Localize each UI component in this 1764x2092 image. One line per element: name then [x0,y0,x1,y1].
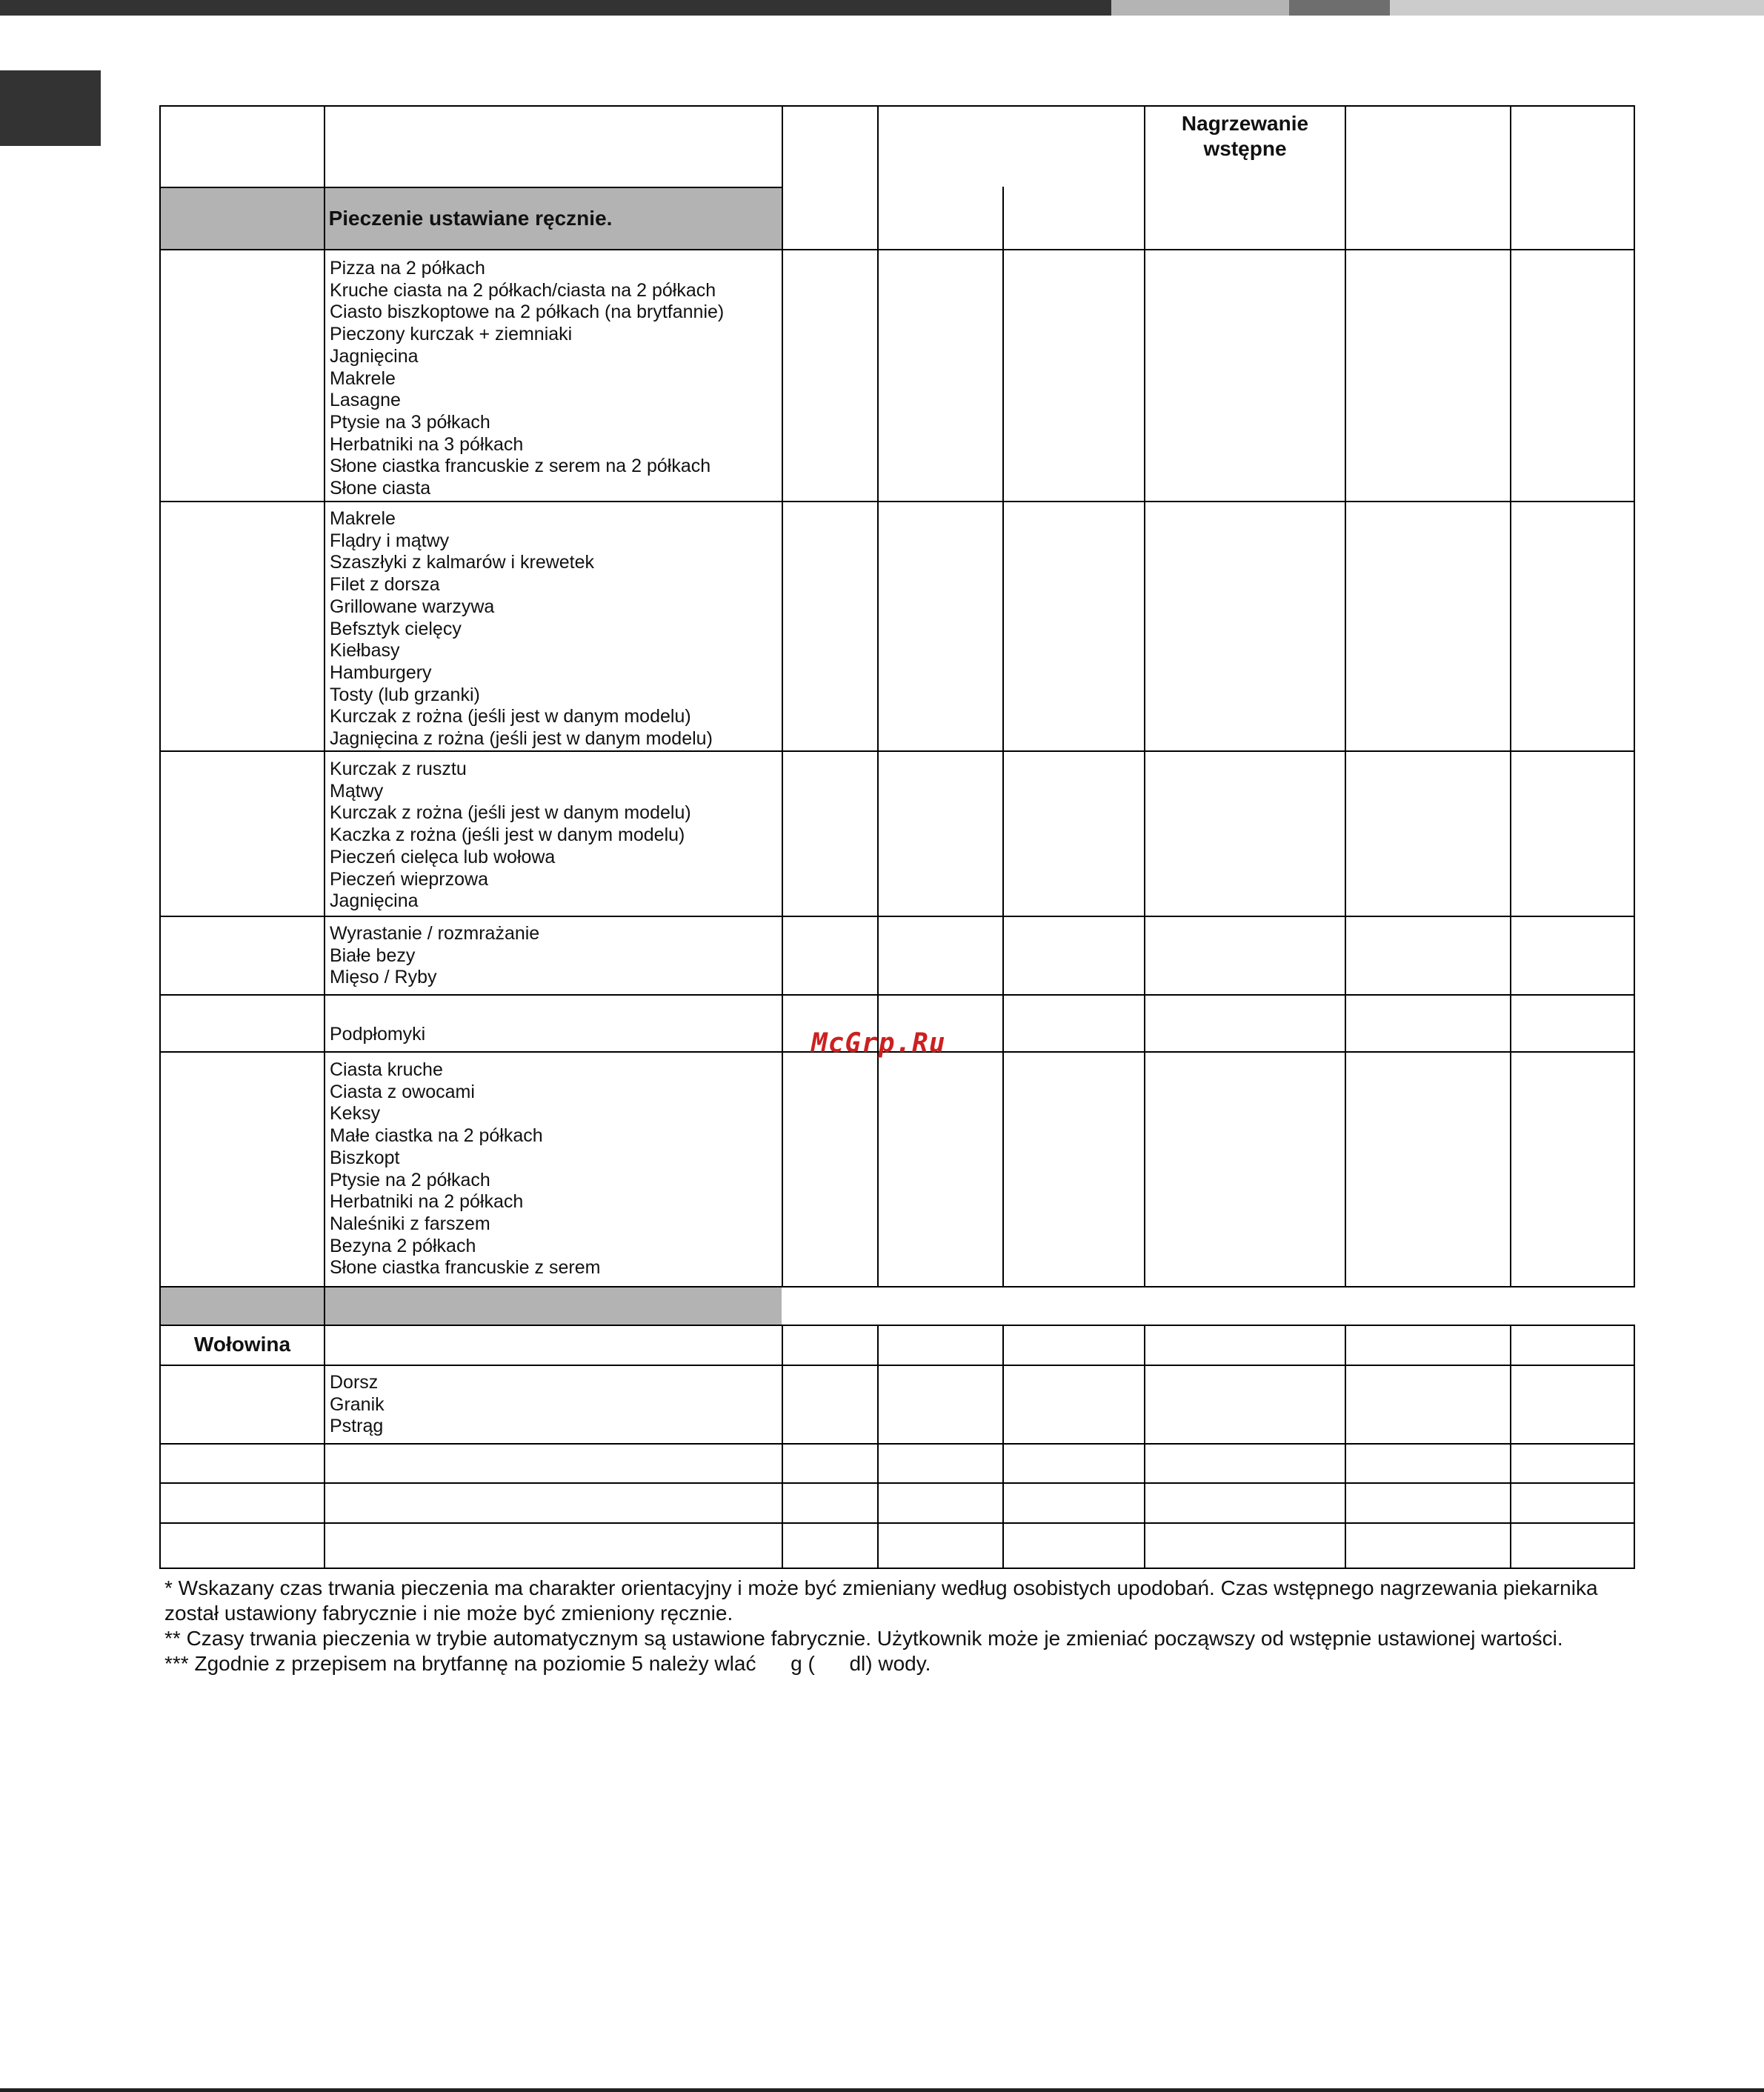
list-item: Befsztyk cielęcy [330,618,462,639]
list-item: Ciasta z owocami [330,1081,475,1102]
recipe-list-pastry [330,1059,600,1279]
grid-line [1345,1325,1346,1569]
list-item: Makrele [330,508,396,529]
grid-line [877,105,879,1286]
grid-line [159,501,1635,502]
bottom-rule [0,2088,1764,2092]
grid-line [324,105,325,1569]
grid-line [159,249,1635,250]
list-item: Słone ciastka francuskie z serem [330,1257,601,1279]
grid-line [159,1365,1635,1366]
auto-beef-label: Wołowina [193,1333,291,1356]
grid-line [159,1325,1635,1326]
grid-line [782,1325,783,1569]
grid-line [159,105,1635,107]
list-item: Podpłomyki [330,1024,426,1045]
list-item: Pizza na 2 półkach [330,258,485,279]
grid-line [1634,105,1635,1286]
manual-section-title: Pieczenie ustawiane ręcznie. [328,207,613,230]
grid-line [159,1568,1635,1569]
grid-line [1510,105,1511,1286]
list-item: Pieczeń wieprzowa [330,868,488,890]
list-item: Hamburgery [330,662,432,683]
list-item: Kiełbasy [330,640,400,662]
grid-line [1144,1325,1145,1569]
list-item: Szaszłyki z kalmarów i krewetek [330,552,595,573]
list-item: Pieczony kurczak + ziemniaki [330,324,573,345]
list-item: Kurczak z rożna (jeśli jest w danym modelu) [330,802,691,824]
list-item: Tosty (lub grzanki) [330,684,480,705]
recipe-list-grill [330,508,713,750]
grid-line [1634,1325,1635,1569]
list-item: Jagnięcina z rożna (jeśli jest w danym modelu) [330,728,713,750]
footnote-3: *** Zgodnie z przepisem na brytfannę na poziomie 5 należy wlać g ( dl) wody. [164,1652,931,1675]
list-item: Kurczak z rożna (jeśli jest w danym modelu) [330,706,691,727]
grid-line [159,1443,1635,1445]
list-item: Mątwy [330,780,384,802]
grid-line [159,1522,1635,1524]
top-bar-light [1111,0,1289,16]
grid-line [782,105,783,1286]
list-item: Ptysie na 2 półkach [330,1169,490,1190]
section-tab-marker [0,70,101,146]
grid-line [1002,187,1004,1286]
grid-line [159,1286,1635,1287]
list-item: Bezyna 2 półkach [330,1235,476,1256]
top-bar-dark [0,0,1111,16]
list-item: Małe ciastka na 2 półkach [330,1125,543,1147]
recipe-list-flatbread [330,1024,425,1046]
list-item: Filet z dorsza [330,574,440,596]
list-item: Mięso / Ryby [330,967,437,988]
grid-line [877,1325,879,1569]
footnote-1: * Wskazany czas trwania pieczenia ma charakter orientacyjny i może być zmieniany według osobistych upodobań. Czas wstępnego nagrzewania piekarnika [164,1576,1598,1599]
grid-line [159,1482,1635,1484]
list-item: Biszkopt [330,1147,400,1168]
footnote-2: ** Czasy trwania pieczenia w trybie automatycznym są ustawione fabrycznie. Użytkownik może je zmieniać począwszy od wstępnie ustawionej wartości. [164,1627,1563,1650]
list-item: Ptysie na 3 półkach [330,411,490,433]
recipe-list-fish [330,1372,385,1438]
list-item: Jagnięcina [330,345,419,367]
list-item: Grillowane warzywa [330,596,495,617]
grid-line [1510,1325,1511,1569]
preheat-header: Nagrzewanie wstępne [1181,112,1309,160]
list-item: Granik [330,1393,385,1415]
list-item: Słone ciasta [330,478,431,499]
list-item: Makrele [330,367,396,389]
recipe-list-defrost [330,923,539,989]
list-item: Herbatniki na 3 półkach [330,433,524,455]
grid-line [1002,1325,1004,1569]
recipe-list-gratin [330,759,691,913]
list-item: Słone ciastka francuskie z serem na 2 półkach [330,456,711,477]
grid-line [159,187,782,188]
list-item: Keksy [330,1103,381,1125]
grid-line [159,916,1635,917]
watermark: McGrp.Ru [811,1028,946,1059]
list-item: Dorsz [330,1372,379,1393]
grid-line [1144,105,1145,1286]
list-item: Flądry i mątwy [330,530,450,551]
footnote-1-cont: został ustawiony fabrycznie i nie może być zmieniony ręcznie. [164,1602,733,1625]
top-bar-mid [1289,0,1390,16]
list-item: Kurczak z rusztu [330,759,467,779]
list-item: Naleśniki z farszem [330,1213,490,1234]
recipe-list-baking [330,258,724,500]
list-item: Wyrastanie / rozmrażanie [330,923,540,944]
list-item: Lasagne [330,390,401,411]
list-item: Ciasto biszkoptowe na 2 półkach (na brytfannie) [330,302,725,323]
grid-line [159,750,1635,752]
list-item: Białe bezy [330,945,416,966]
list-item: Jagnięcina [330,890,419,912]
list-item: Kruche ciasta na 2 półkach/ciasta na 2 półkach [330,279,716,301]
list-item: Kaczka z rożna (jeśli jest w danym modelu) [330,825,685,846]
list-item: Pstrąg [330,1416,384,1437]
list-item: Pieczeń cielęca lub wołowa [330,846,556,867]
grid-line [159,994,1635,996]
top-bar-pale [1390,0,1764,16]
auto-section-bar [159,1286,782,1326]
grid-line [1345,105,1346,1286]
list-item: Ciasta kruche [330,1059,443,1080]
list-item: Herbatniki na 2 półkach [330,1191,524,1213]
